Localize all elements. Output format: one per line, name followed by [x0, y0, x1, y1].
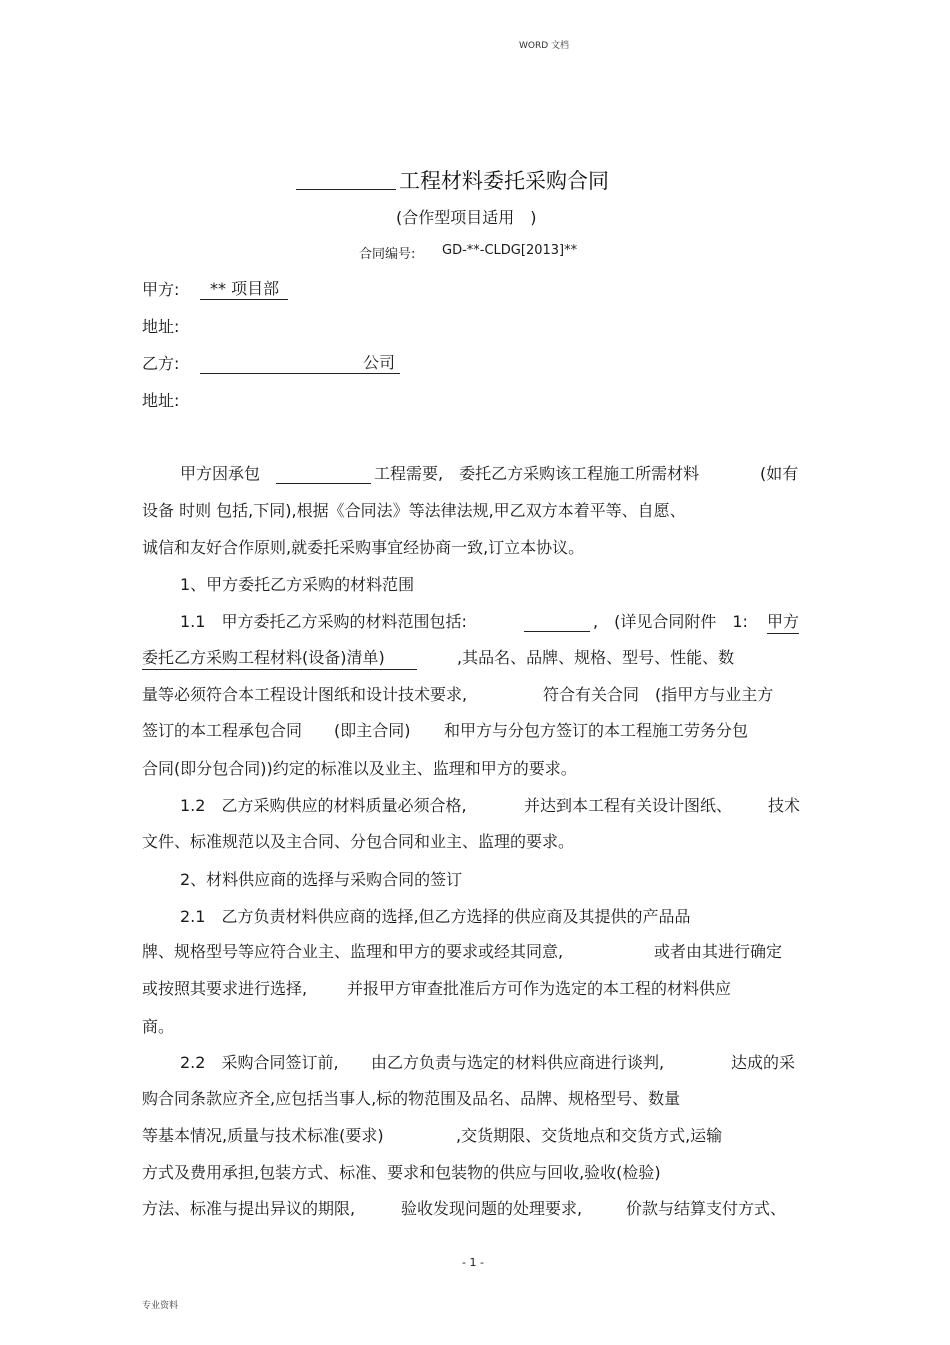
party-b-label: 乙方:: [142, 354, 180, 373]
para1-line1-b: 工程需要, 委托乙方采购该工程施工所需材料: [374, 464, 700, 483]
contract-no-label: 合同编号:: [359, 247, 416, 262]
s11-line1-c-text: 甲方: [767, 612, 799, 634]
party-b-value: 公司: [363, 353, 396, 372]
s21-line4: 商。: [142, 1017, 175, 1036]
s22-line5-a: 方法、标准与提出异议的期限,: [142, 1199, 356, 1218]
party-a-label: 甲方:: [142, 280, 180, 299]
s11-line4-a: 签订的本工程承包合同: [142, 721, 303, 740]
s12-line1-c: 技术: [768, 796, 801, 815]
s21-line2-a: 牌、规格型号等应符合业主、监理和甲方的要求或经其同意,: [142, 942, 564, 961]
s12-line2: 文件、标准规范以及主合同、分包合同和业主、监理的要求。: [142, 832, 575, 851]
s11-blank: [524, 612, 590, 632]
s22-line1-a: 2.2 采购合同签订前,: [180, 1053, 339, 1072]
page-title: 工程材料委托采购合同: [399, 169, 609, 193]
s22-line5-c: 价款与结算支付方式、: [626, 1199, 787, 1218]
s11-line5: 合同(即分包合同))约定的标准以及业主、监理和甲方的要求。: [142, 759, 577, 778]
para1-line2: 设备 时则 包括,下同),根据《合同法》等法律法规,甲乙双方本着平等、自愿、: [142, 501, 686, 520]
para1-line1-a: 甲方因承包: [180, 464, 261, 483]
s21-line1: 2.1 乙方负责材料供应商的选择,但乙方选择的供应商及其提供的产品品: [180, 907, 691, 926]
party-a-address-label: 地址:: [142, 317, 180, 336]
section2-heading: 2、材料供应商的选择与采购合同的签订: [180, 870, 463, 889]
s11-line1-b: , (详见合同附件 1:: [593, 612, 748, 631]
party-b-address-label: 地址:: [142, 391, 180, 410]
page-subtitle: (合作型项目适用 ): [396, 208, 537, 227]
contract-no-value: GD-**-CLDG[2013]**: [442, 243, 578, 258]
s21-line2-b: 或者由其进行确定: [654, 942, 783, 961]
s22-line4: 方式及费用承担,包装方式、标准、要求和包装物的供应与回收,验收(检验): [142, 1163, 661, 1182]
page-number: - 1 -: [462, 1256, 484, 1269]
para1-line1-c: (如有: [760, 464, 799, 483]
s11-line2-a-text: 委托乙方采购工程材料(设备)清单): [142, 648, 417, 670]
para1-blank: [276, 464, 371, 484]
s11-line1-c: [767, 612, 799, 632]
s21-line3-a: 或按照其要求进行选择,: [142, 979, 308, 998]
s11-line3-a: 量等必须符合本工程设计图纸和设计技术要求,: [142, 685, 468, 704]
s22-line3-b: ,交货期限、交货地点和交货方式,运输: [456, 1126, 723, 1145]
s22-line2: 购合同条款应齐全,应包括当事人,标的物范围及品名、品牌、规格型号、数量: [142, 1089, 681, 1108]
s22-line1-b: 由乙方负责与选定的材料供应商进行谈判,: [371, 1053, 665, 1072]
footer-label: 专业资料: [142, 1301, 179, 1311]
s11-line3-b: 符合有关合同 (指甲方与业主方: [543, 685, 774, 704]
s11-line4-c: 和甲方与分包方签订的本工程施工劳务分包: [444, 721, 749, 740]
s12-line1-a: 1.2 乙方采购供应的材料质量必须合格,: [180, 796, 467, 815]
s11-line2-b: ,其品名、品牌、规格、型号、性能、数: [457, 648, 735, 667]
s21-line3-b: 并报甲方审查批准后方可作为选定的本工程的材料供应: [347, 979, 732, 998]
s11-line2-a: [142, 648, 417, 668]
s22-line1-c: 达成的采: [731, 1053, 796, 1072]
s11-line1-a: 1.1 甲方委托乙方采购的材料范围包括:: [180, 612, 467, 631]
para1-line3: 诚信和友好合作原则,就委托采购事宜经协商一致,订立本协议。: [142, 538, 585, 557]
title-blank: [296, 170, 396, 190]
s11-line4-b: (即主合同): [334, 721, 411, 740]
s12-line1-b: 并达到本工程有关设计图纸、: [524, 796, 733, 815]
header-label: WORD 文档: [519, 41, 570, 51]
section1-heading: 1、甲方委托乙方采购的材料范围: [180, 575, 415, 594]
s22-line5-b: 验收发现问题的处理要求,: [401, 1199, 583, 1218]
party-a-value: ** 项目部: [210, 279, 280, 298]
s22-line3-a: 等基本情况,质量与技术标准(要求): [142, 1126, 384, 1145]
